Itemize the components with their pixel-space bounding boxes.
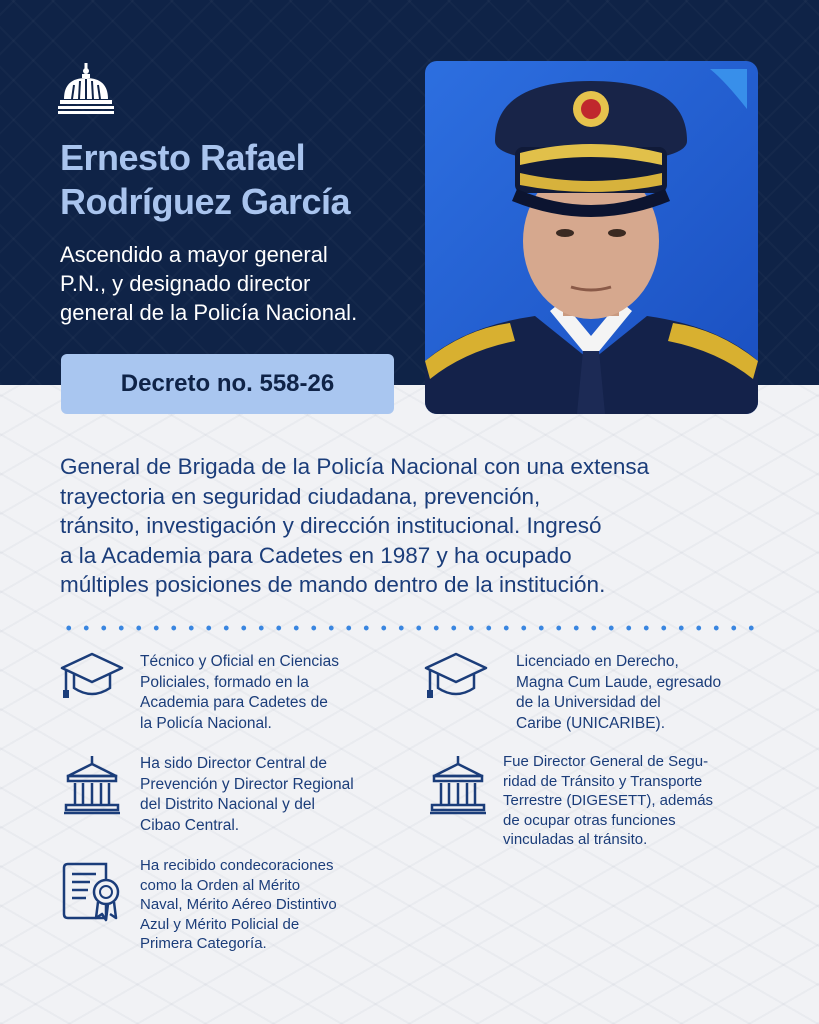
decree-badge [61, 354, 394, 414]
summary-line: a la Academia para Cadetes en 1987 y ha ocupado [60, 542, 572, 568]
item-line: Primera Categoría. [140, 935, 267, 952]
summary-line: tránsito, investigación y dirección institucional. Ingresó [60, 513, 602, 538]
item-line: Ha sido Director Central de [140, 755, 327, 772]
institution-building-icon [430, 754, 486, 816]
item-line: Ha recibido condecoraciones [140, 857, 334, 874]
item-line: del Distrito Nacional y del [140, 796, 315, 813]
item-line: Licenciado en Derecho, [516, 653, 679, 670]
item-line: Técnico y Oficial en Ciencias [140, 653, 339, 670]
name-line: Ernesto Rafael [60, 137, 306, 178]
graduation-cap-icon [60, 650, 124, 704]
appointment-description [60, 240, 420, 327]
item-line: Azul y Mérito Policial de [140, 915, 300, 933]
achievement-item [140, 652, 400, 734]
item-line: Academia para Cadetes de [140, 694, 328, 711]
role-line: P.N., y designado director [60, 271, 311, 296]
summary-line: trayectoria en seguridad ciudadana, prevención, [60, 483, 541, 509]
achievement-item [140, 754, 410, 836]
item-line: Policiales, formado en la [140, 673, 309, 691]
item-line: Magna Cum Laude, egresado [516, 673, 722, 691]
role-line: general de la Policía Nacional. [60, 300, 358, 325]
item-line: de la Universidad del [516, 694, 661, 711]
item-line: Naval, Mérito Aéreo Distintivo [140, 896, 337, 913]
biography-summary [60, 452, 770, 600]
item-line: Prevención y Director Regional [140, 775, 354, 793]
achievement-item [140, 856, 410, 954]
national-palace-logo [58, 63, 114, 115]
certificate-icon [62, 860, 124, 924]
item-line: la Policía Nacional. [140, 714, 272, 732]
item-line: Cibao Central. [140, 816, 240, 834]
graduation-cap-icon [424, 650, 488, 704]
summary-line: General de Brigada de la Policía Nacional con una extensa [60, 454, 650, 479]
role-line: Ascendido a mayor general [60, 242, 328, 267]
name-line: Rodríguez García [60, 181, 351, 222]
achievement-item [516, 652, 776, 734]
item-line: vinculadas al tránsito. [503, 831, 648, 848]
item-line: de ocupar otras funciones [503, 811, 676, 829]
item-line: Fue Director General de Segu- [503, 753, 709, 770]
item-line: Caribe (UNICARIBE). [516, 714, 665, 732]
summary-line: múltiples posiciones de mando dentro de la institución. [60, 572, 606, 597]
item-line: ridad de Tránsito y Transporte [503, 772, 703, 790]
person-name [60, 136, 410, 224]
item-line: Terrestre (DIGESETT), además [503, 792, 714, 809]
item-line: como la Orden al Mérito [140, 876, 301, 894]
achievement-item [503, 752, 773, 850]
dotted-divider [60, 624, 760, 632]
decree-label: Decreto no. 558-26 [120, 370, 335, 397]
portrait-photo [425, 61, 758, 414]
institution-building-icon [64, 754, 120, 816]
